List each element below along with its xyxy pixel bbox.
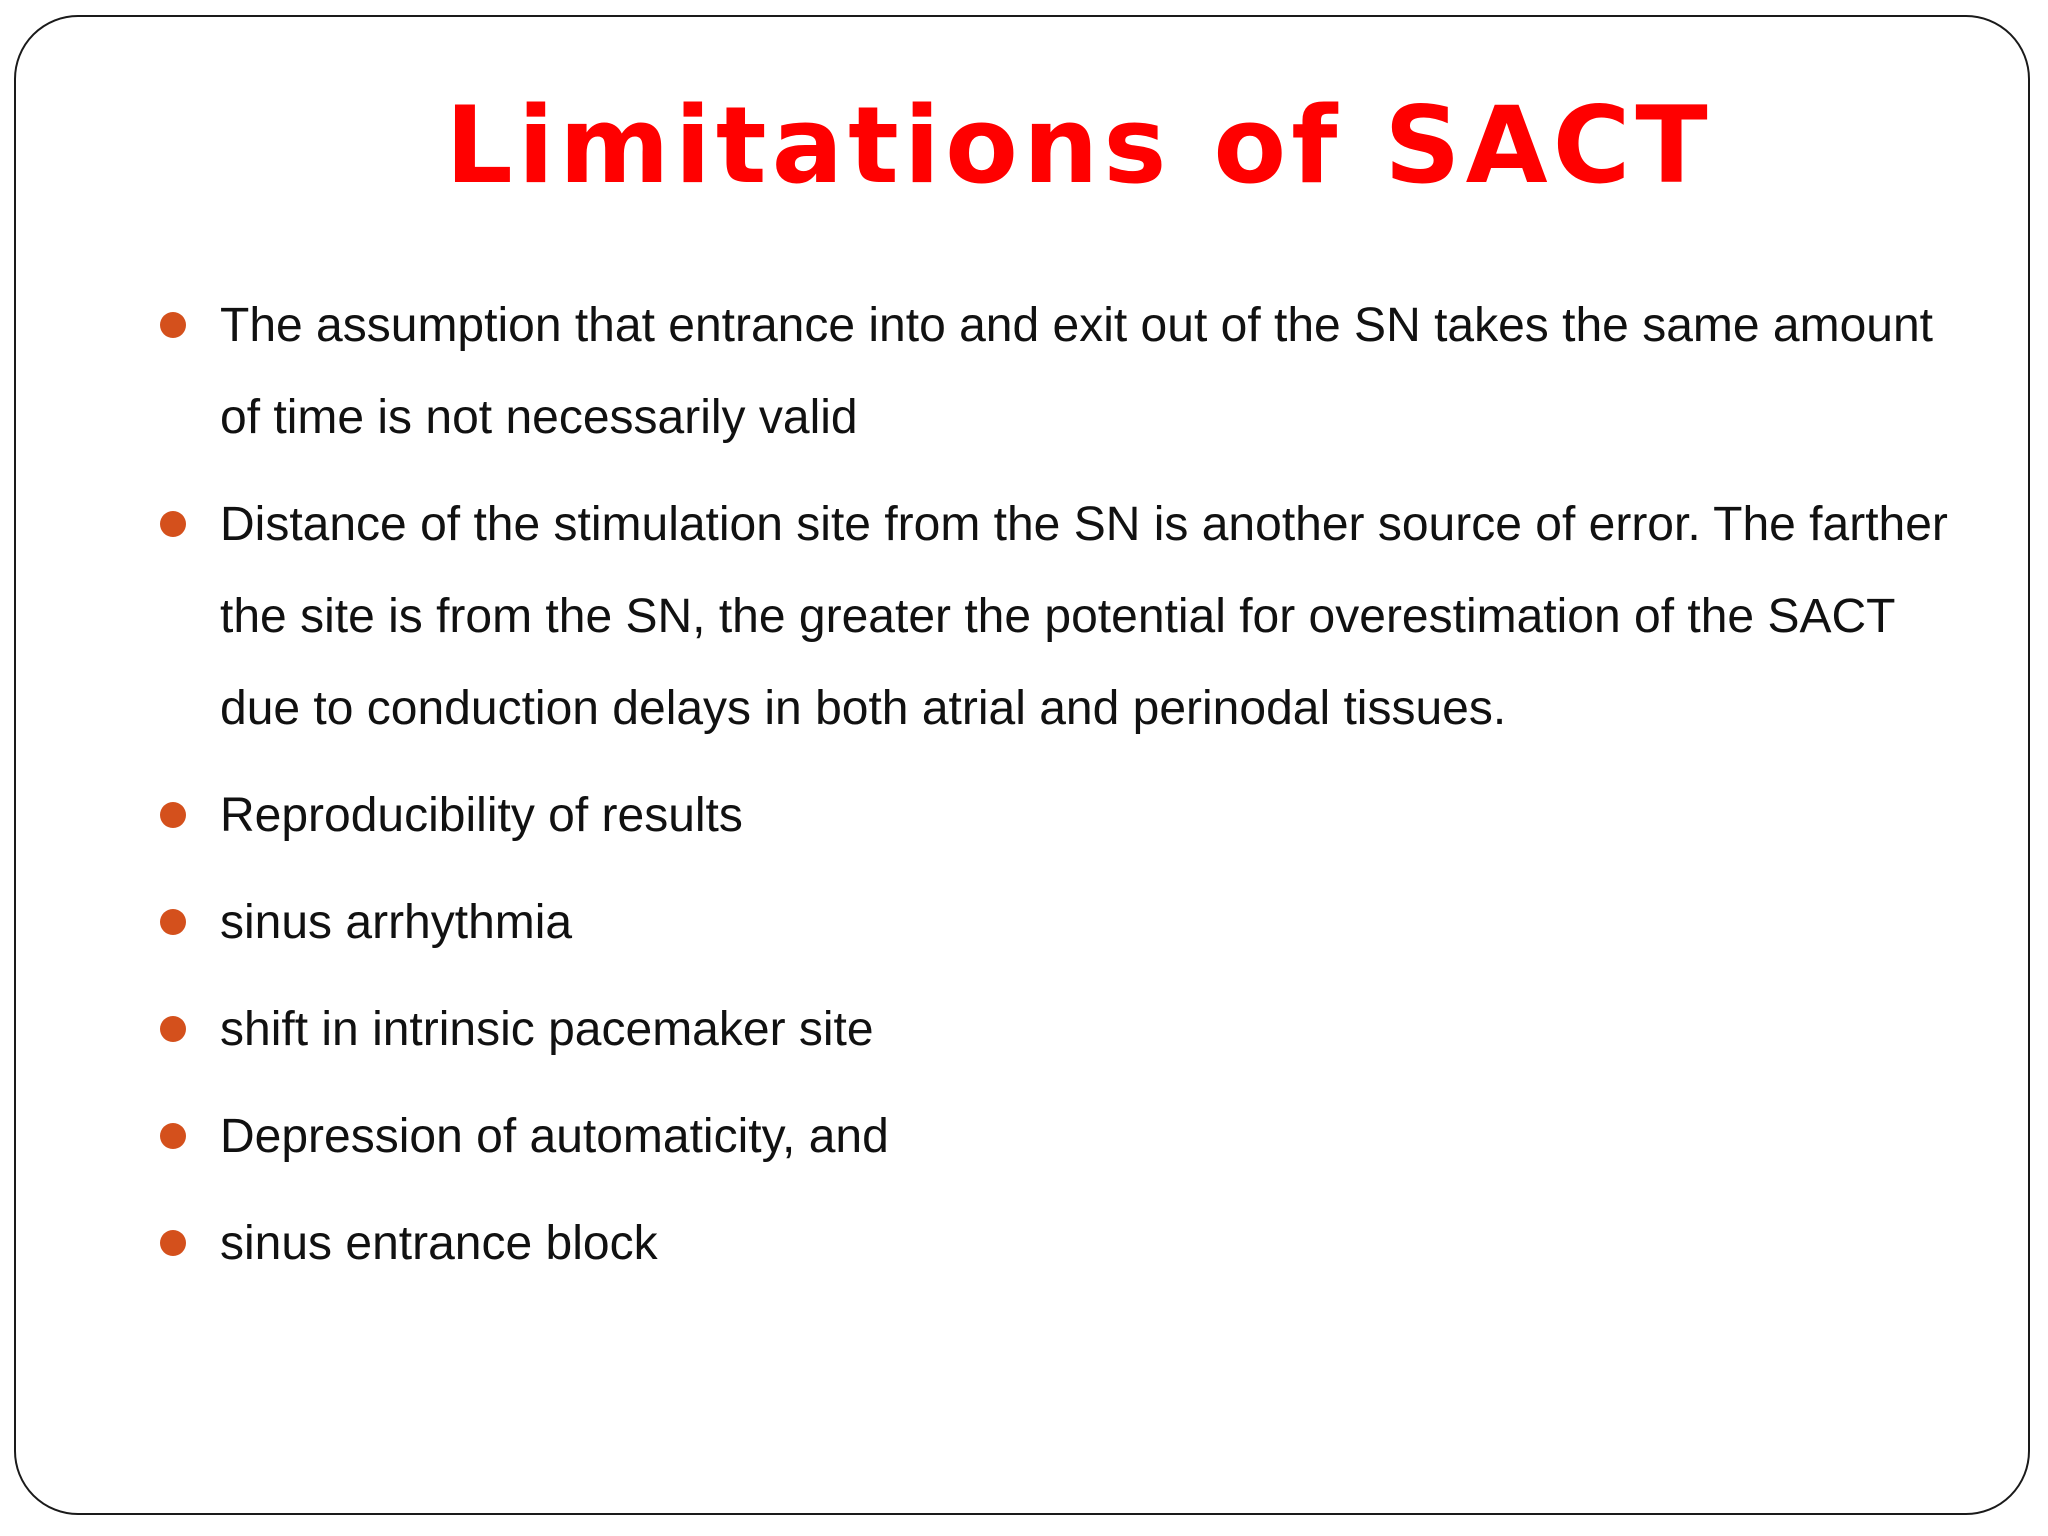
slide-title: Limitations of SACT: [445, 84, 1713, 207]
bullet-text: sinus arrhythmia: [220, 896, 573, 949]
bullet-text: The assumption that entrance into and exit out of the SN takes the same amount of time is not necessarily valid: [220, 299, 1933, 444]
bullet-dot-icon: [160, 1123, 186, 1149]
bullet-text: Distance of the stimulation site from the SN is another source of error. The farther the site is from the SN, the greater the potential for overestimation of the SACT due to conduction delays in both atrial and perinodal tissues.: [220, 498, 1948, 735]
bullet-dot-icon: [160, 511, 186, 537]
bullet-dot-icon: [160, 312, 186, 338]
bullet-text: sinus entrance block: [220, 1217, 658, 1270]
bullet-dot-icon: [160, 909, 186, 935]
bullet-dot-icon: [160, 1230, 186, 1256]
bullet-dot-icon: [160, 802, 186, 828]
list-item: [160, 479, 1960, 755]
list-item: [160, 770, 1960, 862]
bullet-list: [160, 280, 1960, 1305]
list-item: [160, 280, 1960, 464]
list-item: [160, 877, 1960, 969]
list-item: [160, 1198, 1960, 1290]
bullet-dot-icon: [160, 1016, 186, 1042]
list-item: [160, 1091, 1960, 1183]
bullet-text: shift in intrinsic pacemaker site: [220, 1003, 874, 1056]
bullet-text: Depression of automaticity, and: [220, 1110, 889, 1163]
list-item: [160, 984, 1960, 1076]
bullet-text: Reproducibility of results: [220, 789, 743, 842]
